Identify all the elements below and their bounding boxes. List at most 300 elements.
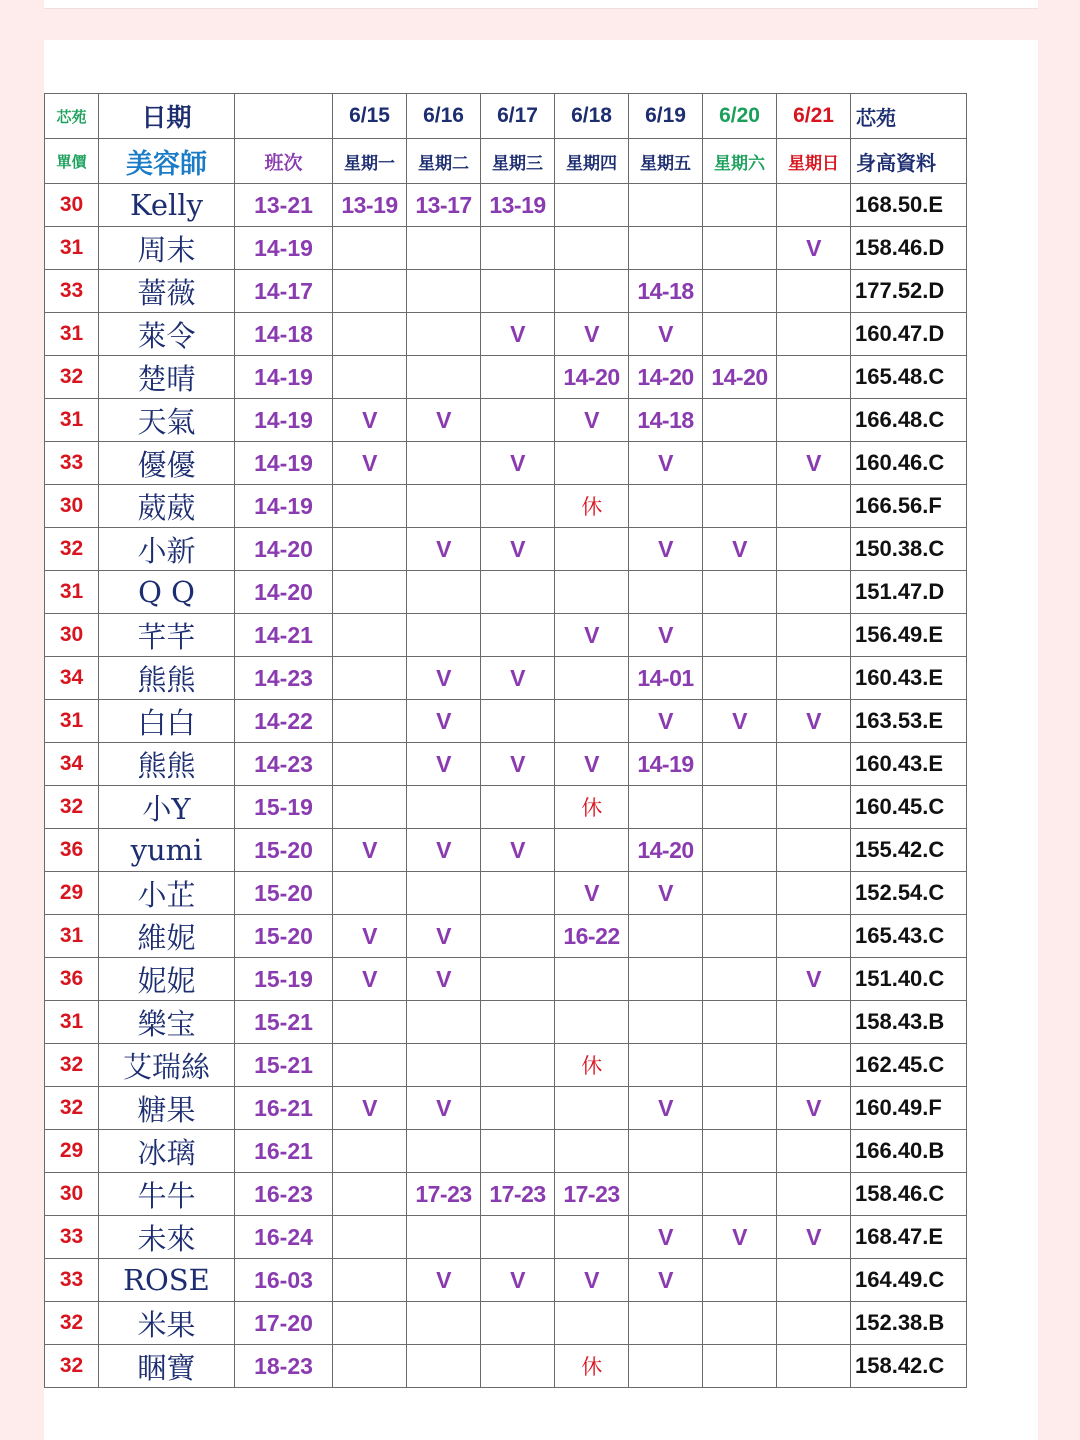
- shift-cell: 15-19: [235, 958, 333, 1001]
- day-cell: V: [481, 442, 555, 485]
- day-cell: V: [333, 829, 407, 872]
- table-row: [45, 528, 967, 571]
- day-cell: 17-23: [407, 1173, 481, 1216]
- header-blank: [235, 94, 333, 139]
- day-cell: V: [407, 528, 481, 571]
- price-cell: 31: [45, 313, 99, 356]
- beautician-name: Kelly: [99, 184, 235, 227]
- day-cell: [407, 614, 481, 657]
- beautician-name: 小新: [99, 528, 235, 571]
- shift-cell: 18-23: [235, 1345, 333, 1388]
- day-cell: V: [407, 958, 481, 1001]
- price-cell: 33: [45, 1216, 99, 1259]
- day-cell: V: [629, 1087, 703, 1130]
- day-cell: V: [555, 743, 629, 786]
- day-cell: 14-19: [629, 743, 703, 786]
- day-cell: [777, 313, 851, 356]
- day-cell: [703, 1345, 777, 1388]
- shift-cell: 14-21: [235, 614, 333, 657]
- table-row: [45, 270, 967, 313]
- day-cell: [777, 743, 851, 786]
- day-cell: [333, 313, 407, 356]
- height-cell: 156.49.E: [851, 614, 967, 657]
- day-cell: [407, 227, 481, 270]
- day-cell: [333, 270, 407, 313]
- shift-cell: 14-19: [235, 442, 333, 485]
- shift-cell: 14-22: [235, 700, 333, 743]
- beautician-name: 睏寶: [99, 1345, 235, 1388]
- day-cell: V: [777, 1216, 851, 1259]
- shop-label-right: 芯苑: [851, 94, 967, 139]
- day-cell: V: [777, 1087, 851, 1130]
- height-cell: 168.50.E: [851, 184, 967, 227]
- day-cell: [481, 1044, 555, 1087]
- day-cell: [777, 184, 851, 227]
- day-cell: [333, 1044, 407, 1087]
- table-row: [45, 700, 967, 743]
- day-cell: [407, 1345, 481, 1388]
- beautician-name: yumi: [99, 829, 235, 872]
- table-row: [45, 915, 967, 958]
- weekday-label: 星期三: [481, 139, 555, 184]
- day-cell: [481, 571, 555, 614]
- day-cell: [629, 485, 703, 528]
- day-cell: V: [629, 313, 703, 356]
- day-cell: [703, 442, 777, 485]
- day-cell: [333, 571, 407, 614]
- height-cell: 166.40.B: [851, 1130, 967, 1173]
- beautician-name: 小Y: [99, 786, 235, 829]
- day-cell: [555, 958, 629, 1001]
- height-cell: 165.48.C: [851, 356, 967, 399]
- shift-cell: 16-03: [235, 1259, 333, 1302]
- day-cell: V: [629, 1216, 703, 1259]
- weekday-label: 星期二: [407, 139, 481, 184]
- table-row: [45, 356, 967, 399]
- height-label: 身高資料: [851, 139, 967, 184]
- day-cell: [555, 829, 629, 872]
- day-cell: [629, 571, 703, 614]
- beautician-name: 樂宝: [99, 1001, 235, 1044]
- day-cell: V: [407, 1259, 481, 1302]
- day-cell: [481, 872, 555, 915]
- day-cell: [555, 442, 629, 485]
- day-cell: V: [703, 700, 777, 743]
- price-cell: 36: [45, 958, 99, 1001]
- beautician-name: 葳葳: [99, 485, 235, 528]
- day-cell: [777, 786, 851, 829]
- day-cell: [555, 184, 629, 227]
- day-cell: V: [555, 399, 629, 442]
- day-cell: 休: [555, 1044, 629, 1087]
- beautician-name: 周末: [99, 227, 235, 270]
- day-cell: V: [481, 528, 555, 571]
- height-cell: 152.38.B: [851, 1302, 967, 1345]
- day-cell: [777, 399, 851, 442]
- price-cell: 33: [45, 442, 99, 485]
- day-cell: [481, 700, 555, 743]
- day-cell: V: [629, 700, 703, 743]
- day-cell: V: [481, 1259, 555, 1302]
- day-cell: [555, 1087, 629, 1130]
- day-cell: [481, 270, 555, 313]
- day-cell: [407, 1216, 481, 1259]
- weekday-label: 星期一: [333, 139, 407, 184]
- day-cell: [629, 227, 703, 270]
- day-cell: V: [777, 700, 851, 743]
- beautician-name: ROSE: [99, 1259, 235, 1302]
- table-row: [45, 399, 967, 442]
- day-cell: [481, 958, 555, 1001]
- day-cell: V: [777, 442, 851, 485]
- price-cell: 33: [45, 1259, 99, 1302]
- day-cell: [481, 227, 555, 270]
- day-cell: [333, 1345, 407, 1388]
- price-cell: 29: [45, 872, 99, 915]
- day-cell: V: [555, 313, 629, 356]
- price-cell: 32: [45, 1044, 99, 1087]
- day-cell: [777, 915, 851, 958]
- day-cell: [703, 1259, 777, 1302]
- day-cell: [703, 614, 777, 657]
- day-cell: [777, 872, 851, 915]
- day-cell: [407, 786, 481, 829]
- day-cell: [481, 485, 555, 528]
- height-cell: 168.47.E: [851, 1216, 967, 1259]
- day-date: 6/19: [629, 94, 703, 139]
- height-cell: 160.45.C: [851, 786, 967, 829]
- day-cell: V: [629, 614, 703, 657]
- price-cell: 34: [45, 657, 99, 700]
- day-cell: [777, 1259, 851, 1302]
- day-cell: [555, 1130, 629, 1173]
- day-cell: 14-20: [629, 829, 703, 872]
- height-cell: 151.47.D: [851, 571, 967, 614]
- day-cell: V: [777, 958, 851, 1001]
- day-cell: [703, 1044, 777, 1087]
- day-cell: [629, 184, 703, 227]
- day-cell: [333, 1130, 407, 1173]
- schedule-table: [44, 93, 967, 1388]
- beautician-name: 薔薇: [99, 270, 235, 313]
- beautician-name: 天氣: [99, 399, 235, 442]
- day-cell: [703, 227, 777, 270]
- day-cell: V: [407, 915, 481, 958]
- day-cell: [703, 829, 777, 872]
- height-cell: 160.43.E: [851, 743, 967, 786]
- day-cell: [777, 1345, 851, 1388]
- day-date: 6/16: [407, 94, 481, 139]
- shift-cell: 15-21: [235, 1044, 333, 1087]
- day-cell: [555, 700, 629, 743]
- price-cell: 31: [45, 571, 99, 614]
- beautician-name: 米果: [99, 1302, 235, 1345]
- day-cell: V: [555, 1259, 629, 1302]
- table-row: [45, 485, 967, 528]
- table-row: [45, 1173, 967, 1216]
- day-cell: [555, 1302, 629, 1345]
- day-cell: [333, 356, 407, 399]
- table-row: [45, 1259, 967, 1302]
- day-cell: V: [407, 657, 481, 700]
- height-cell: 162.45.C: [851, 1044, 967, 1087]
- day-cell: [481, 786, 555, 829]
- top-bar: [44, 0, 1038, 9]
- shift-cell: 16-21: [235, 1130, 333, 1173]
- day-cell: [777, 1130, 851, 1173]
- height-cell: 166.56.F: [851, 485, 967, 528]
- table-row: [45, 958, 967, 1001]
- table-row: [45, 872, 967, 915]
- table-row: [45, 786, 967, 829]
- day-cell: [407, 571, 481, 614]
- day-cell: V: [407, 743, 481, 786]
- height-cell: 158.46.D: [851, 227, 967, 270]
- day-cell: V: [629, 442, 703, 485]
- height-cell: 177.52.D: [851, 270, 967, 313]
- day-cell: 17-23: [481, 1173, 555, 1216]
- day-cell: V: [777, 227, 851, 270]
- shift-cell: 14-19: [235, 356, 333, 399]
- day-cell: [629, 1001, 703, 1044]
- day-cell: [703, 743, 777, 786]
- shift-cell: 14-20: [235, 528, 333, 571]
- day-cell: [777, 829, 851, 872]
- day-cell: [703, 1173, 777, 1216]
- table-row: [45, 829, 967, 872]
- table-row: [45, 227, 967, 270]
- day-cell: 休: [555, 1345, 629, 1388]
- day-cell: [333, 743, 407, 786]
- day-cell: [629, 915, 703, 958]
- beautician-name: 萊令: [99, 313, 235, 356]
- day-cell: [481, 1087, 555, 1130]
- day-cell: V: [481, 313, 555, 356]
- shift-cell: 15-20: [235, 915, 333, 958]
- shift-cell: 13-21: [235, 184, 333, 227]
- day-cell: [555, 528, 629, 571]
- day-cell: 休: [555, 786, 629, 829]
- weekday-label: 星期六: [703, 139, 777, 184]
- shift-cell: 14-23: [235, 657, 333, 700]
- day-cell: [777, 1001, 851, 1044]
- day-cell: V: [629, 872, 703, 915]
- height-cell: 158.46.C: [851, 1173, 967, 1216]
- price-cell: 30: [45, 1173, 99, 1216]
- price-cell: 30: [45, 485, 99, 528]
- shift-cell: 16-24: [235, 1216, 333, 1259]
- beautician-name: 小芷: [99, 872, 235, 915]
- day-cell: [555, 571, 629, 614]
- table-row: [45, 1216, 967, 1259]
- date-label: 日期: [99, 94, 235, 139]
- day-cell: [777, 528, 851, 571]
- day-cell: 17-23: [555, 1173, 629, 1216]
- shift-cell: 14-18: [235, 313, 333, 356]
- day-cell: [333, 700, 407, 743]
- shift-cell: 17-20: [235, 1302, 333, 1345]
- table-row: [45, 442, 967, 485]
- beautician-name: 糖果: [99, 1087, 235, 1130]
- day-cell: [407, 270, 481, 313]
- height-cell: 160.43.E: [851, 657, 967, 700]
- day-cell: [777, 614, 851, 657]
- day-cell: [703, 485, 777, 528]
- day-date: 6/20: [703, 94, 777, 139]
- day-cell: [407, 485, 481, 528]
- table-row: [45, 313, 967, 356]
- day-cell: [407, 1302, 481, 1345]
- day-cell: V: [407, 700, 481, 743]
- shift-cell: 14-20: [235, 571, 333, 614]
- weekday-label: 星期五: [629, 139, 703, 184]
- day-date: 6/21: [777, 94, 851, 139]
- day-cell: [481, 1216, 555, 1259]
- height-cell: 160.47.D: [851, 313, 967, 356]
- day-cell: [777, 657, 851, 700]
- shift-cell: 16-23: [235, 1173, 333, 1216]
- day-cell: [333, 1259, 407, 1302]
- height-cell: 165.43.C: [851, 915, 967, 958]
- day-cell: 13-19: [333, 184, 407, 227]
- day-date: 6/18: [555, 94, 629, 139]
- day-cell: V: [629, 1259, 703, 1302]
- price-cell: 31: [45, 227, 99, 270]
- price-cell: 32: [45, 1345, 99, 1388]
- day-cell: [481, 399, 555, 442]
- day-cell: [333, 614, 407, 657]
- price-cell: 31: [45, 915, 99, 958]
- day-cell: [703, 270, 777, 313]
- price-cell: 32: [45, 356, 99, 399]
- shift-cell: 14-19: [235, 227, 333, 270]
- day-cell: [777, 485, 851, 528]
- height-cell: 155.42.C: [851, 829, 967, 872]
- day-cell: V: [629, 528, 703, 571]
- day-cell: [629, 958, 703, 1001]
- day-cell: 13-17: [407, 184, 481, 227]
- height-cell: 160.46.C: [851, 442, 967, 485]
- price-cell: 30: [45, 614, 99, 657]
- beautician-name: Q Q: [99, 571, 235, 614]
- day-cell: [629, 1345, 703, 1388]
- day-cell: [407, 1044, 481, 1087]
- table-row: [45, 1087, 967, 1130]
- day-cell: [333, 227, 407, 270]
- beautician-name: 熊熊: [99, 657, 235, 700]
- price-cell: 30: [45, 184, 99, 227]
- day-cell: V: [333, 442, 407, 485]
- day-cell: [407, 313, 481, 356]
- shift-cell: 14-19: [235, 485, 333, 528]
- day-cell: V: [703, 528, 777, 571]
- day-cell: V: [407, 1087, 481, 1130]
- beautician-name: 熊熊: [99, 743, 235, 786]
- day-cell: 14-20: [629, 356, 703, 399]
- day-cell: [481, 1001, 555, 1044]
- beautician-name: 冰璃: [99, 1130, 235, 1173]
- day-cell: V: [555, 872, 629, 915]
- weekday-label: 星期日: [777, 139, 851, 184]
- header-row-dates: [45, 94, 967, 139]
- shift-cell: 14-23: [235, 743, 333, 786]
- day-cell: V: [333, 399, 407, 442]
- day-cell: [481, 356, 555, 399]
- day-cell: [703, 657, 777, 700]
- table-row: [45, 1345, 967, 1388]
- day-cell: 14-20: [703, 356, 777, 399]
- beautician-name: 楚晴: [99, 356, 235, 399]
- price-cell: 32: [45, 1302, 99, 1345]
- beautician-name: 芊芊: [99, 614, 235, 657]
- day-cell: [555, 1216, 629, 1259]
- day-cell: [481, 915, 555, 958]
- day-cell: V: [481, 743, 555, 786]
- height-cell: 158.42.C: [851, 1345, 967, 1388]
- day-cell: [333, 657, 407, 700]
- day-cell: [333, 1173, 407, 1216]
- day-cell: [407, 1001, 481, 1044]
- day-cell: V: [555, 614, 629, 657]
- day-cell: [629, 786, 703, 829]
- day-cell: [333, 1216, 407, 1259]
- day-cell: V: [333, 915, 407, 958]
- day-cell: [777, 1173, 851, 1216]
- day-cell: 14-20: [555, 356, 629, 399]
- day-cell: 14-01: [629, 657, 703, 700]
- table-row: [45, 1001, 967, 1044]
- table-row: [45, 657, 967, 700]
- day-cell: [777, 1044, 851, 1087]
- day-cell: V: [703, 1216, 777, 1259]
- header-row-labels: [45, 139, 967, 184]
- height-cell: 151.40.C: [851, 958, 967, 1001]
- day-cell: [703, 958, 777, 1001]
- height-cell: 158.43.B: [851, 1001, 967, 1044]
- day-cell: [333, 1302, 407, 1345]
- day-cell: [555, 1001, 629, 1044]
- day-cell: [333, 786, 407, 829]
- height-cell: 164.49.C: [851, 1259, 967, 1302]
- height-cell: 163.53.E: [851, 700, 967, 743]
- day-cell: [629, 1044, 703, 1087]
- table-row: [45, 184, 967, 227]
- day-cell: [703, 1001, 777, 1044]
- day-cell: 16-22: [555, 915, 629, 958]
- day-cell: [629, 1302, 703, 1345]
- shift-cell: 16-21: [235, 1087, 333, 1130]
- day-cell: [481, 1302, 555, 1345]
- day-cell: [703, 786, 777, 829]
- beautician-name: 維妮: [99, 915, 235, 958]
- price-cell: 29: [45, 1130, 99, 1173]
- shift-label: 班次: [235, 139, 333, 184]
- day-cell: [777, 270, 851, 313]
- price-cell: 32: [45, 786, 99, 829]
- day-cell: V: [333, 958, 407, 1001]
- height-cell: 160.49.F: [851, 1087, 967, 1130]
- price-cell: 32: [45, 1087, 99, 1130]
- day-cell: 休: [555, 485, 629, 528]
- shift-cell: 15-20: [235, 829, 333, 872]
- beautician-name: 白白: [99, 700, 235, 743]
- beautician-label: 美容師: [99, 139, 235, 184]
- day-cell: [333, 528, 407, 571]
- height-cell: 150.38.C: [851, 528, 967, 571]
- shop-label: 芯苑: [45, 94, 99, 139]
- day-cell: V: [481, 829, 555, 872]
- day-cell: [333, 872, 407, 915]
